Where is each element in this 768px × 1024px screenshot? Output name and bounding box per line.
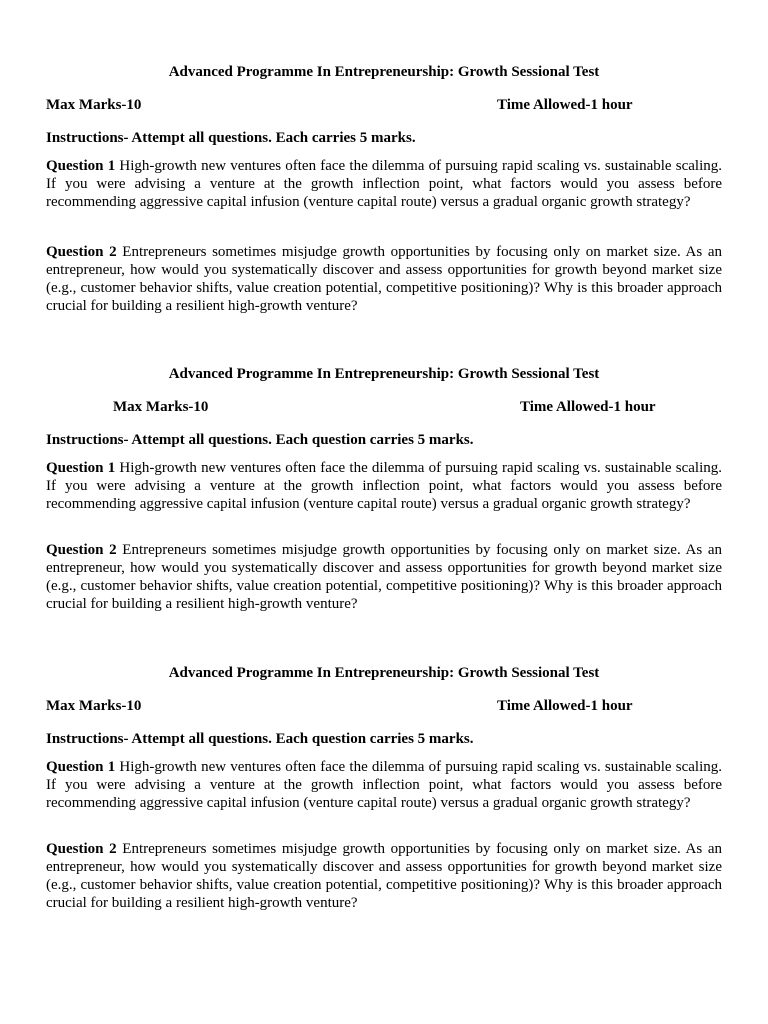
question-label: Question 2 — [46, 841, 117, 857]
test-title: Advanced Programme In Entrepreneurship: Growth Sessional Test — [168, 64, 600, 80]
question-label: Question 1 — [46, 759, 116, 775]
question-label: Question 2 — [46, 244, 117, 260]
test-meta-row — [46, 697, 722, 715]
test-meta-row — [46, 96, 722, 114]
test-title: Advanced Programme In Entrepreneurship: Growth Sessional Test — [168, 665, 600, 681]
question-2 — [46, 840, 722, 912]
instructions: Instructions- Attempt all questions. Each question carries 5 marks. — [46, 731, 474, 747]
test-meta-row — [46, 398, 722, 416]
question-1 — [46, 459, 722, 513]
time-allowed: Time Allowed-1 hour — [497, 97, 633, 113]
instructions: Instructions- Attempt all questions. Each question carries 5 marks. — [46, 432, 474, 448]
question-label: Question 1 — [46, 158, 116, 174]
question-text: High-growth new ventures often face the dilemma of pursuing rapid scaling vs. sustainable scaling. If you were advising a venture at the growth inflection point, what factors would you assess before recommending aggressive capital infusion (venture capital route) versus a gradual organic growth strategy? — [46, 158, 722, 210]
question-1 — [46, 758, 722, 812]
question-text: Entrepreneurs sometimes misjudge growth opportunities by focusing only on market size. As an entrepreneur, how would you systematically discover and assess opportunities for growth beyond market size (e.g., customer behavior shifts, value creation potential, competitive positioning)? Why is this broader approach crucial for building a resilient high-growth venture? — [46, 542, 722, 612]
max-marks: Max Marks-10 — [113, 399, 209, 415]
question-1 — [46, 157, 722, 211]
test-title: Advanced Programme In Entrepreneurship: Growth Sessional Test — [168, 366, 600, 382]
time-allowed: Time Allowed-1 hour — [520, 399, 656, 415]
question-text: High-growth new ventures often face the dilemma of pursuing rapid scaling vs. sustainable scaling. If you were advising a venture at the growth inflection point, what factors would you assess before recommending aggressive capital infusion (venture capital route) versus a gradual organic growth strategy? — [46, 460, 722, 512]
question-2 — [46, 541, 722, 613]
instructions: Instructions- Attempt all questions. Each carries 5 marks. — [46, 130, 416, 146]
question-text: High-growth new ventures often face the dilemma of pursuing rapid scaling vs. sustainable scaling. If you were advising a venture at the growth inflection point, what factors would you assess before recommending aggressive capital infusion (venture capital route) versus a gradual organic growth strategy? — [46, 759, 722, 811]
test-sheet-1 — [46, 63, 722, 315]
question-2 — [46, 243, 722, 315]
question-label: Question 1 — [46, 460, 116, 476]
max-marks: Max Marks-10 — [46, 698, 142, 714]
max-marks: Max Marks-10 — [46, 97, 142, 113]
question-text: Entrepreneurs sometimes misjudge growth opportunities by focusing only on market size. As an entrepreneur, how would you systematically discover and assess opportunities for growth beyond market size (e.g., customer behavior shifts, value creation potential, competitive positioning)? Why is this broader approach crucial for building a resilient high-growth venture? — [46, 244, 722, 314]
time-allowed: Time Allowed-1 hour — [497, 698, 633, 714]
test-sheet-2 — [46, 365, 722, 613]
question-text: Entrepreneurs sometimes misjudge growth opportunities by focusing only on market size. As an entrepreneur, how would you systematically discover and assess opportunities for growth beyond market size (e.g., customer behavior shifts, value creation potential, competitive positioning)? Why is this broader approach crucial for building a resilient high-growth venture? — [46, 841, 722, 911]
question-label: Question 2 — [46, 542, 117, 558]
test-sheet-3 — [46, 664, 722, 912]
